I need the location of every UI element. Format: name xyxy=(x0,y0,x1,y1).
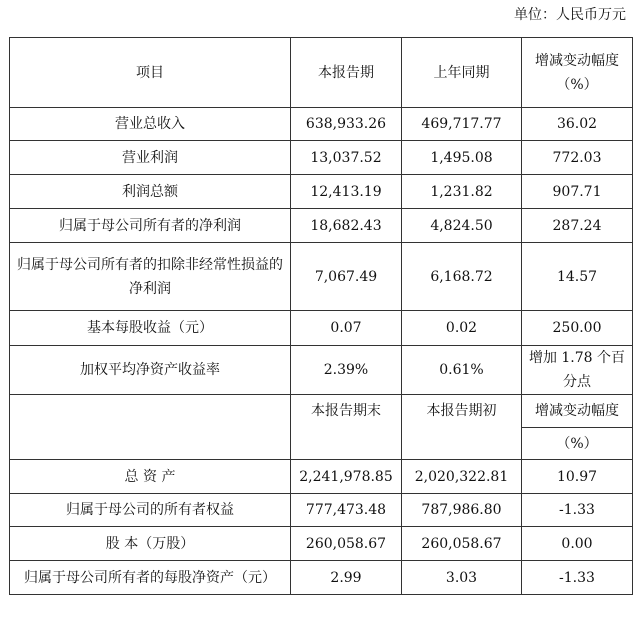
row-label: 归属于母公司所有者的每股净资产（元） xyxy=(10,561,291,595)
header-change-label: 增减变动幅度 xyxy=(535,52,619,69)
row-label: 总 资 产 xyxy=(10,460,291,494)
table-row xyxy=(10,561,633,595)
prior-value: 0.02 xyxy=(402,311,522,346)
change-value: 14.57 xyxy=(522,243,633,311)
unit-label: 单位：人民币万元 xyxy=(514,7,626,23)
prior-value: 0.61% xyxy=(402,346,522,395)
table-header-row xyxy=(10,38,633,108)
subheader-change-label: 增减变动幅度 xyxy=(522,395,633,428)
change-value: -1.33 xyxy=(522,561,633,595)
prior-value: 1,495.08 xyxy=(402,141,522,175)
current-value: 2,241,978.85 xyxy=(291,460,402,494)
row-label: 营业总收入 xyxy=(10,108,291,141)
prior-value: 469,717.77 xyxy=(402,108,522,141)
table-subheader-row xyxy=(10,395,633,428)
change-value: 增加 1.78 个百分点 xyxy=(522,346,633,395)
prior-value: 3.03 xyxy=(402,561,522,595)
row-label: 归属于母公司所有者的净利润 xyxy=(10,209,291,243)
header-change-unit: （%） xyxy=(556,76,598,93)
prior-value: 2,020,322.81 xyxy=(402,460,522,494)
row-label: 归属于母公司的所有者权益 xyxy=(10,494,291,527)
change-value: 250.00 xyxy=(522,311,633,346)
subheader-change-unit: （%） xyxy=(522,428,633,460)
financial-summary-table xyxy=(9,37,633,595)
current-value: 7,067.49 xyxy=(291,243,402,311)
header-change-rate xyxy=(522,38,633,108)
row-label: 利润总额 xyxy=(10,175,291,209)
row-label: 归属于母公司所有者的扣除非经常性损益的净利润 xyxy=(10,243,291,311)
current-value: 18,682.43 xyxy=(291,209,402,243)
current-value: 2.39% xyxy=(291,346,402,395)
prior-value: 1,231.82 xyxy=(402,175,522,209)
change-value: -1.33 xyxy=(522,494,633,527)
row-label: 营业利润 xyxy=(10,141,291,175)
current-value: 0.07 xyxy=(291,311,402,346)
table-row xyxy=(10,527,633,561)
header-period-start: 本报告期初 xyxy=(402,395,522,460)
prior-value: 260,058.67 xyxy=(402,527,522,561)
change-value: 0.00 xyxy=(522,527,633,561)
prior-value: 4,824.50 xyxy=(402,209,522,243)
row-label: 股 本（万股） xyxy=(10,527,291,561)
header-current-period: 本报告期 xyxy=(291,38,402,108)
table-row xyxy=(10,311,633,346)
table-row xyxy=(10,141,633,175)
table-row xyxy=(10,243,633,311)
header-period-end: 本报告期末 xyxy=(291,395,402,460)
current-value: 260,058.67 xyxy=(291,527,402,561)
change-value: 287.24 xyxy=(522,209,633,243)
current-value: 12,413.19 xyxy=(291,175,402,209)
change-value: 772.03 xyxy=(522,141,633,175)
prior-value: 787,986.80 xyxy=(402,494,522,527)
change-value: 907.71 xyxy=(522,175,633,209)
subheader-item xyxy=(10,395,291,460)
current-value: 2.99 xyxy=(291,561,402,595)
current-value: 638,933.26 xyxy=(291,108,402,141)
prior-value: 6,168.72 xyxy=(402,243,522,311)
table-row xyxy=(10,460,633,494)
change-value: 10.97 xyxy=(522,460,633,494)
current-value: 777,473.48 xyxy=(291,494,402,527)
table-row xyxy=(10,108,633,141)
table-row xyxy=(10,494,633,527)
current-value: 13,037.52 xyxy=(291,141,402,175)
table-row xyxy=(10,209,633,243)
header-prior-period: 上年同期 xyxy=(402,38,522,108)
change-value: 36.02 xyxy=(522,108,633,141)
header-item: 项目 xyxy=(10,38,291,108)
table-row xyxy=(10,175,633,209)
row-label: 加权平均净资产收益率 xyxy=(10,346,291,395)
table-row xyxy=(10,346,633,395)
row-label: 基本每股收益（元） xyxy=(10,311,291,346)
